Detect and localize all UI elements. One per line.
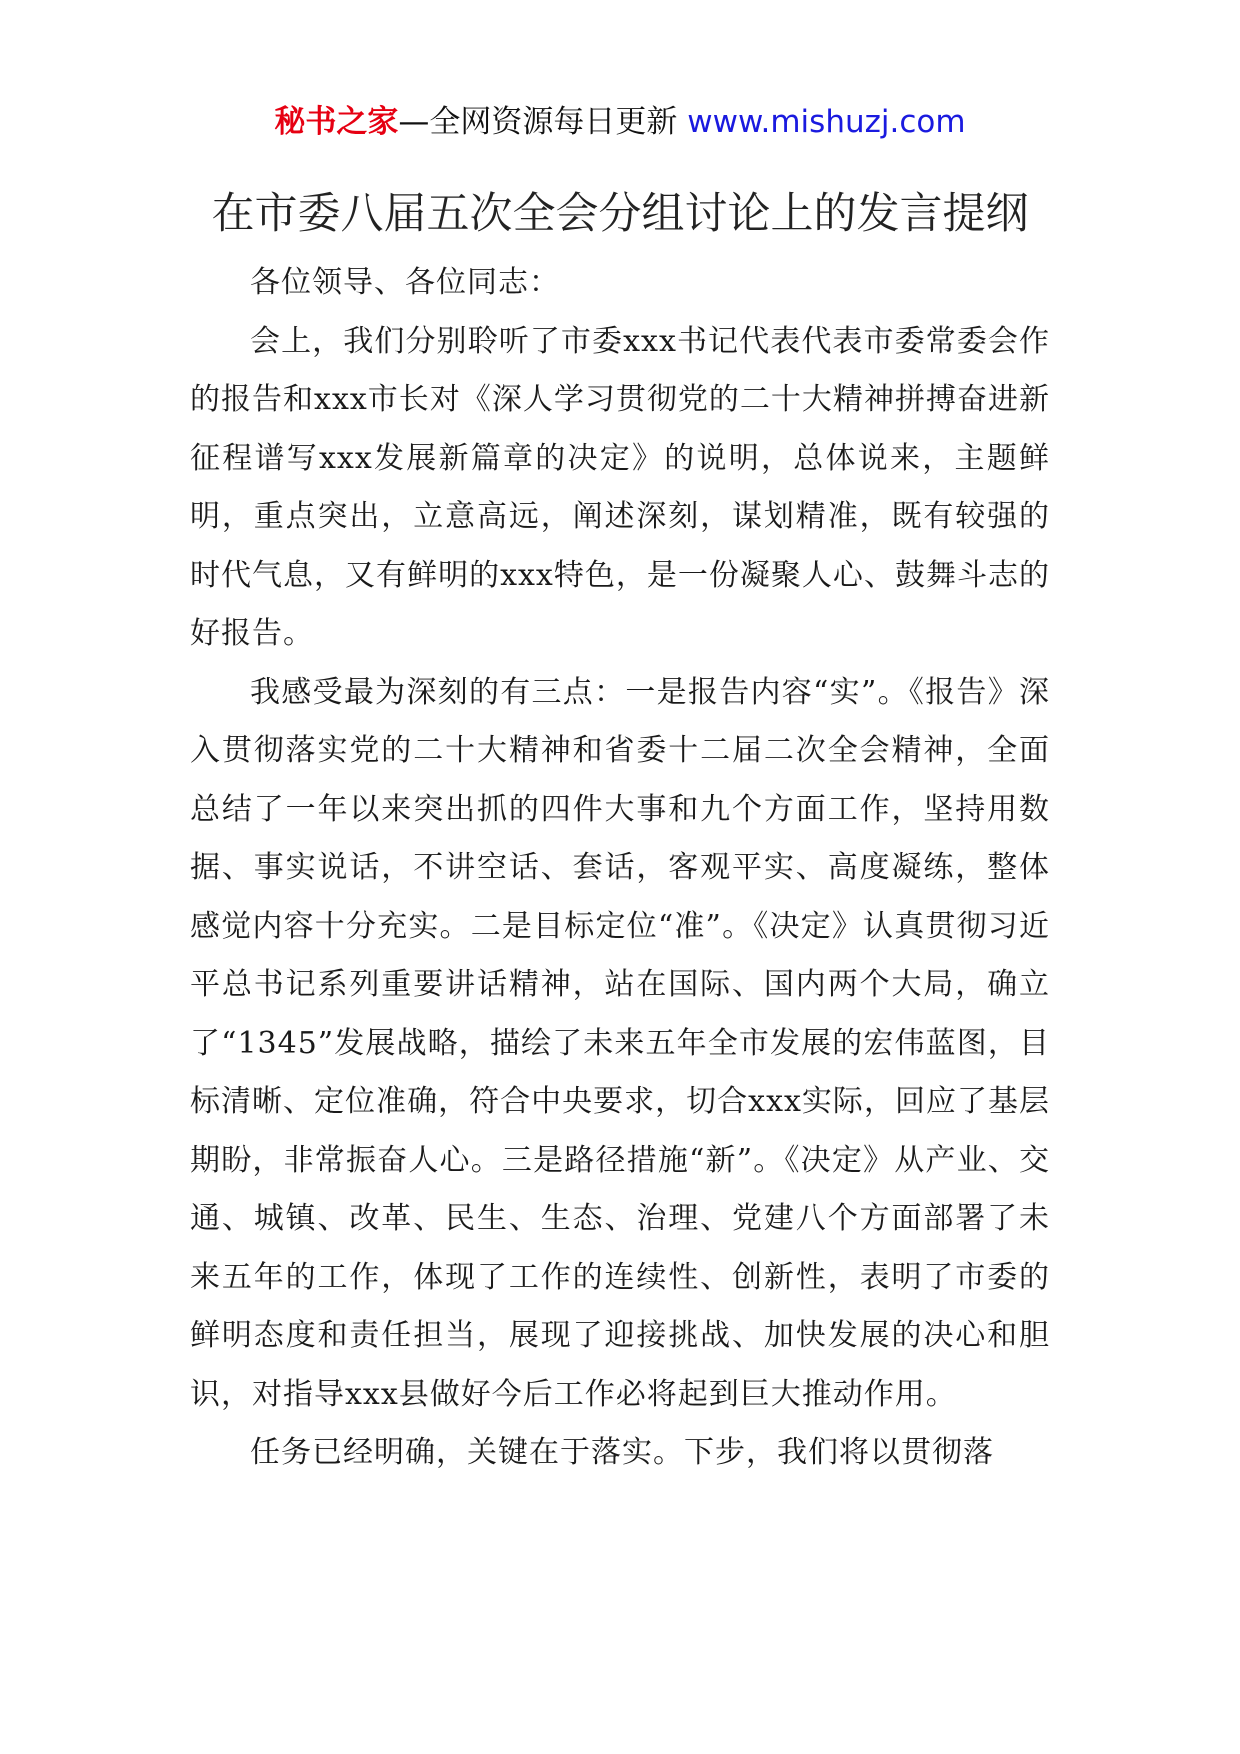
site-url-link[interactable]: www.mishuzj.com xyxy=(687,104,966,140)
document-title: 在市委八届五次全会分组讨论上的发言提纲 xyxy=(211,189,1029,239)
paragraph: 我感受最为深刻的有三点：一是报告内容“实”。《报告》深入贯彻落实党的二十大精神和省委十二届二次全会精神，全面总结了一年以来突出抓的四件大事和九个方面工作，坚持用数据、事实说话，不讲空话、套话，客观平实、高度凝练，整体感觉内容十分充实。二是目标定位“准”。《决定》认真贯彻习近平总书记系列重要讲话精神，站在国际、国内两个大局，确立了“1345”发展战略，描绘了未来五年全市发展的宏伟蓝图，目标清晰、定位准确，符合中央要求，切合xxx实际，回应了基层期盼，非常振奋人心。三是路径措施“新”。《决定》从产业、交通、城镇、改革、民生、生态、治理、党建八个方面部署了未来五年的工作，体现了工作的连续性、创新性，表明了市委的鲜明态度和责任担当，展现了迎接挑战、加快发展的决心和胆识，对指导xxx县做好今后工作必将起到巨大推动作用。 xyxy=(190,674,1050,1412)
paragraph: 任务已经明确，关键在于落实。下步，我们将以贯彻落 xyxy=(250,1435,994,1470)
site-tagline: —全网资源每日更新 xyxy=(398,104,678,140)
site-brand: 秘书之家 xyxy=(274,104,399,140)
site-header xyxy=(0,100,1240,144)
document-body xyxy=(190,254,1050,1483)
paragraph: 会上，我们分别聆听了市委xxx书记代表代表市委常委会作的报告和xxx市长对《深人学习贯彻党的二十大精神拼搏奋进新征程谱写xxx发展新篇章的决定》的说明，总体说来，主题鲜明，重点突出，立意高远，阐述深刻，谋划精准，既有较强的时代气息，又有鲜明的xxx特色，是一份凝聚人心、鼓舞斗志的好报告。 xyxy=(190,323,1050,651)
paragraph-salutation: 各位领导、各位同志： xyxy=(250,265,560,300)
